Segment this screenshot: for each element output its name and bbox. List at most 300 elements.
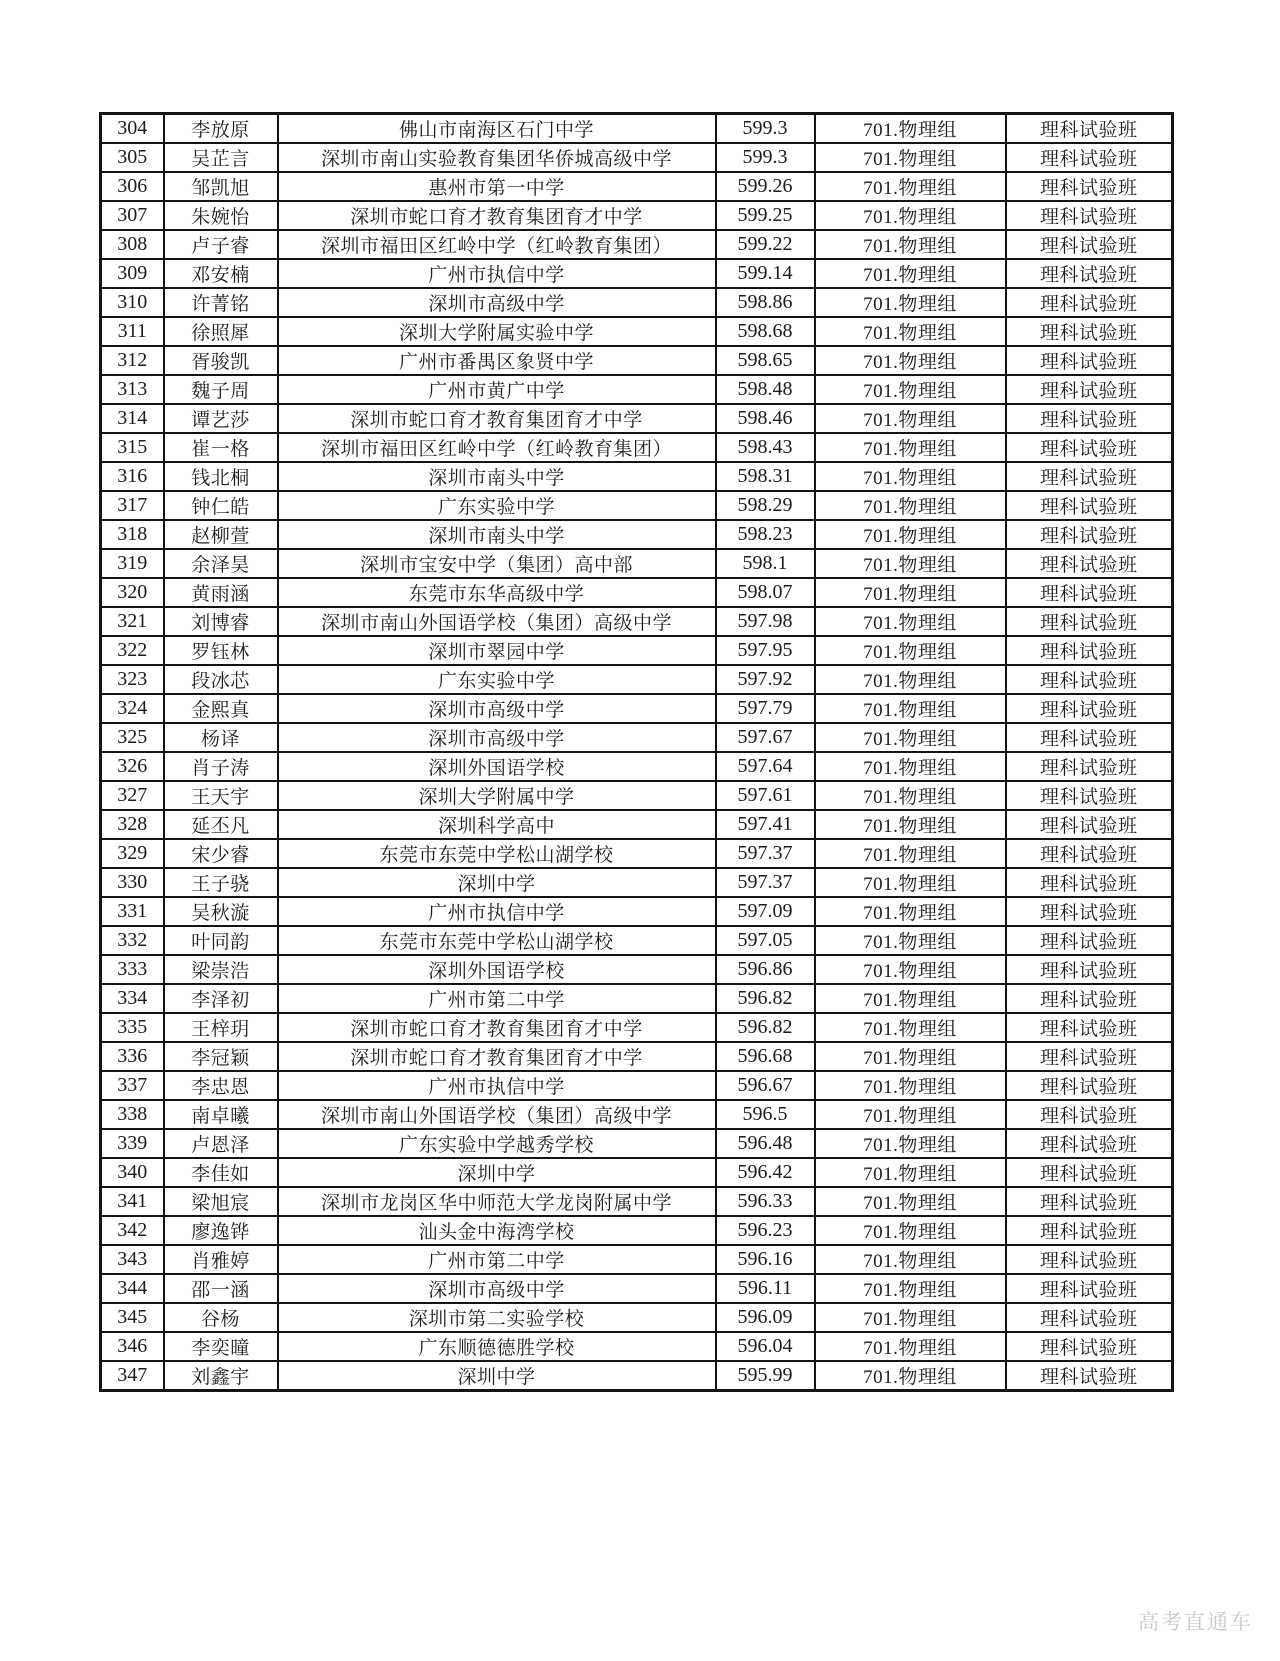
class-type-cell: 理科试验班 bbox=[1006, 230, 1173, 259]
score-cell: 597.41 bbox=[716, 810, 815, 839]
student-name-cell: 黄雨涵 bbox=[164, 578, 278, 607]
subject-group-cell: 701.物理组 bbox=[815, 752, 1006, 781]
student-name-cell: 李佳如 bbox=[164, 1158, 278, 1187]
table-row bbox=[101, 462, 1173, 491]
class-type-cell: 理科试验班 bbox=[1006, 926, 1173, 955]
school-cell: 广州市第二中学 bbox=[278, 984, 716, 1013]
score-cell: 599.25 bbox=[716, 201, 815, 230]
score-cell: 596.82 bbox=[716, 1013, 815, 1042]
subject-group-cell: 701.物理组 bbox=[815, 114, 1006, 144]
subject-group-cell: 701.物理组 bbox=[815, 317, 1006, 346]
student-name-cell: 金熙真 bbox=[164, 694, 278, 723]
table-row bbox=[101, 317, 1173, 346]
student-name-cell: 卢恩泽 bbox=[164, 1129, 278, 1158]
rank-cell: 339 bbox=[101, 1129, 164, 1158]
student-name-cell: 李奕曈 bbox=[164, 1332, 278, 1361]
school-cell: 深圳中学 bbox=[278, 868, 716, 897]
subject-group-cell: 701.物理组 bbox=[815, 1013, 1006, 1042]
class-type-cell: 理科试验班 bbox=[1006, 404, 1173, 433]
rank-cell: 329 bbox=[101, 839, 164, 868]
school-cell: 广东顺德德胜学校 bbox=[278, 1332, 716, 1361]
rank-cell: 318 bbox=[101, 520, 164, 549]
score-cell: 599.22 bbox=[716, 230, 815, 259]
class-type-cell: 理科试验班 bbox=[1006, 1158, 1173, 1187]
school-cell: 深圳中学 bbox=[278, 1361, 716, 1391]
table-row bbox=[101, 752, 1173, 781]
table-row bbox=[101, 607, 1173, 636]
subject-group-cell: 701.物理组 bbox=[815, 201, 1006, 230]
score-cell: 598.1 bbox=[716, 549, 815, 578]
subject-group-cell: 701.物理组 bbox=[815, 723, 1006, 752]
class-type-cell: 理科试验班 bbox=[1006, 607, 1173, 636]
table-row bbox=[101, 1332, 1173, 1361]
subject-group-cell: 701.物理组 bbox=[815, 1187, 1006, 1216]
student-name-cell: 延丕凡 bbox=[164, 810, 278, 839]
table-row bbox=[101, 1245, 1173, 1274]
student-name-cell: 李放原 bbox=[164, 114, 278, 144]
rank-cell: 335 bbox=[101, 1013, 164, 1042]
class-type-cell: 理科试验班 bbox=[1006, 433, 1173, 462]
rank-cell: 332 bbox=[101, 926, 164, 955]
watermark-text: 高考直通车 bbox=[1138, 1610, 1253, 1634]
subject-group-cell: 701.物理组 bbox=[815, 810, 1006, 839]
school-cell: 深圳市南头中学 bbox=[278, 462, 716, 491]
subject-group-cell: 701.物理组 bbox=[815, 230, 1006, 259]
class-type-cell: 理科试验班 bbox=[1006, 1245, 1173, 1274]
score-cell: 596.48 bbox=[716, 1129, 815, 1158]
subject-group-cell: 701.物理组 bbox=[815, 404, 1006, 433]
table-row bbox=[101, 723, 1173, 752]
subject-group-cell: 701.物理组 bbox=[815, 839, 1006, 868]
table-row bbox=[101, 1303, 1173, 1332]
class-type-cell: 理科试验班 bbox=[1006, 1129, 1173, 1158]
school-cell: 深圳市南山外国语学校（集团）高级中学 bbox=[278, 607, 716, 636]
subject-group-cell: 701.物理组 bbox=[815, 259, 1006, 288]
student-name-cell: 肖子涛 bbox=[164, 752, 278, 781]
class-type-cell: 理科试验班 bbox=[1006, 462, 1173, 491]
student-name-cell: 谭艺莎 bbox=[164, 404, 278, 433]
table-row bbox=[101, 1042, 1173, 1071]
class-type-cell: 理科试验班 bbox=[1006, 1361, 1173, 1391]
table-row bbox=[101, 375, 1173, 404]
score-cell: 598.23 bbox=[716, 520, 815, 549]
table-row bbox=[101, 839, 1173, 868]
subject-group-cell: 701.物理组 bbox=[815, 520, 1006, 549]
class-type-cell: 理科试验班 bbox=[1006, 955, 1173, 984]
student-name-cell: 段冰芯 bbox=[164, 665, 278, 694]
school-cell: 东莞市东莞中学松山湖学校 bbox=[278, 839, 716, 868]
subject-group-cell: 701.物理组 bbox=[815, 346, 1006, 375]
student-name-cell: 刘博睿 bbox=[164, 607, 278, 636]
table-row bbox=[101, 433, 1173, 462]
rank-cell: 330 bbox=[101, 868, 164, 897]
subject-group-cell: 701.物理组 bbox=[815, 1071, 1006, 1100]
school-cell: 深圳市高级中学 bbox=[278, 1274, 716, 1303]
subject-group-cell: 701.物理组 bbox=[815, 1100, 1006, 1129]
score-cell: 597.79 bbox=[716, 694, 815, 723]
subject-group-cell: 701.物理组 bbox=[815, 868, 1006, 897]
student-score-table bbox=[99, 112, 1174, 1392]
table-row bbox=[101, 1129, 1173, 1158]
class-type-cell: 理科试验班 bbox=[1006, 1332, 1173, 1361]
student-name-cell: 邹凯旭 bbox=[164, 172, 278, 201]
table-row bbox=[101, 1013, 1173, 1042]
score-cell: 598.29 bbox=[716, 491, 815, 520]
rank-cell: 344 bbox=[101, 1274, 164, 1303]
subject-group-cell: 701.物理组 bbox=[815, 1042, 1006, 1071]
rank-cell: 314 bbox=[101, 404, 164, 433]
school-cell: 深圳市南头中学 bbox=[278, 520, 716, 549]
table-row bbox=[101, 346, 1173, 375]
student-name-cell: 余泽昊 bbox=[164, 549, 278, 578]
class-type-cell: 理科试验班 bbox=[1006, 578, 1173, 607]
student-name-cell: 王子骁 bbox=[164, 868, 278, 897]
student-name-cell: 梁崇浩 bbox=[164, 955, 278, 984]
rank-cell: 331 bbox=[101, 897, 164, 926]
rank-cell: 346 bbox=[101, 1332, 164, 1361]
table-row bbox=[101, 549, 1173, 578]
table-row bbox=[101, 288, 1173, 317]
rank-cell: 340 bbox=[101, 1158, 164, 1187]
student-name-cell: 邵一涵 bbox=[164, 1274, 278, 1303]
school-cell: 广东实验中学 bbox=[278, 665, 716, 694]
rank-cell: 304 bbox=[101, 114, 164, 144]
rank-cell: 322 bbox=[101, 636, 164, 665]
school-cell: 佛山市南海区石门中学 bbox=[278, 114, 716, 144]
table-row bbox=[101, 201, 1173, 230]
student-name-cell: 卢子睿 bbox=[164, 230, 278, 259]
school-cell: 深圳市蛇口育才教育集团育才中学 bbox=[278, 1013, 716, 1042]
score-cell: 596.67 bbox=[716, 1071, 815, 1100]
student-name-cell: 吴芷言 bbox=[164, 143, 278, 172]
school-cell: 深圳市第二实验学校 bbox=[278, 1303, 716, 1332]
table-row bbox=[101, 114, 1173, 144]
score-cell: 597.09 bbox=[716, 897, 815, 926]
subject-group-cell: 701.物理组 bbox=[815, 607, 1006, 636]
class-type-cell: 理科试验班 bbox=[1006, 259, 1173, 288]
rank-cell: 347 bbox=[101, 1361, 164, 1391]
score-cell: 597.95 bbox=[716, 636, 815, 665]
student-name-cell: 朱婉怡 bbox=[164, 201, 278, 230]
score-cell: 596.09 bbox=[716, 1303, 815, 1332]
score-cell: 599.14 bbox=[716, 259, 815, 288]
score-cell: 597.37 bbox=[716, 839, 815, 868]
student-name-cell: 廖逸铧 bbox=[164, 1216, 278, 1245]
student-name-cell: 王梓玥 bbox=[164, 1013, 278, 1042]
score-cell: 596.68 bbox=[716, 1042, 815, 1071]
rank-cell: 319 bbox=[101, 549, 164, 578]
rank-cell: 312 bbox=[101, 346, 164, 375]
subject-group-cell: 701.物理组 bbox=[815, 984, 1006, 1013]
subject-group-cell: 701.物理组 bbox=[815, 578, 1006, 607]
rank-cell: 320 bbox=[101, 578, 164, 607]
table-row bbox=[101, 636, 1173, 665]
school-cell: 东莞市东莞中学松山湖学校 bbox=[278, 926, 716, 955]
table-row bbox=[101, 1100, 1173, 1129]
school-cell: 深圳科学高中 bbox=[278, 810, 716, 839]
rank-cell: 316 bbox=[101, 462, 164, 491]
rank-cell: 338 bbox=[101, 1100, 164, 1129]
school-cell: 广州市执信中学 bbox=[278, 897, 716, 926]
student-name-cell: 赵柳萱 bbox=[164, 520, 278, 549]
table-row bbox=[101, 1216, 1173, 1245]
table-row bbox=[101, 868, 1173, 897]
rank-cell: 307 bbox=[101, 201, 164, 230]
student-name-cell: 魏子周 bbox=[164, 375, 278, 404]
table-row bbox=[101, 230, 1173, 259]
table-row bbox=[101, 1274, 1173, 1303]
class-type-cell: 理科试验班 bbox=[1006, 694, 1173, 723]
rank-cell: 315 bbox=[101, 433, 164, 462]
student-name-cell: 宋少睿 bbox=[164, 839, 278, 868]
score-cell: 596.33 bbox=[716, 1187, 815, 1216]
subject-group-cell: 701.物理组 bbox=[815, 694, 1006, 723]
school-cell: 惠州市第一中学 bbox=[278, 172, 716, 201]
school-cell: 广州市执信中学 bbox=[278, 259, 716, 288]
class-type-cell: 理科试验班 bbox=[1006, 1274, 1173, 1303]
rank-cell: 323 bbox=[101, 665, 164, 694]
school-cell: 深圳市高级中学 bbox=[278, 723, 716, 752]
class-type-cell: 理科试验班 bbox=[1006, 491, 1173, 520]
student-name-cell: 刘鑫宇 bbox=[164, 1361, 278, 1391]
class-type-cell: 理科试验班 bbox=[1006, 143, 1173, 172]
student-name-cell: 徐照犀 bbox=[164, 317, 278, 346]
table-row bbox=[101, 694, 1173, 723]
score-cell: 598.46 bbox=[716, 404, 815, 433]
rank-cell: 321 bbox=[101, 607, 164, 636]
subject-group-cell: 701.物理组 bbox=[815, 491, 1006, 520]
subject-group-cell: 701.物理组 bbox=[815, 375, 1006, 404]
rank-cell: 309 bbox=[101, 259, 164, 288]
school-cell: 深圳市蛇口育才教育集团育才中学 bbox=[278, 201, 716, 230]
rank-cell: 336 bbox=[101, 1042, 164, 1071]
class-type-cell: 理科试验班 bbox=[1006, 636, 1173, 665]
table-row bbox=[101, 955, 1173, 984]
subject-group-cell: 701.物理组 bbox=[815, 1129, 1006, 1158]
table-row bbox=[101, 926, 1173, 955]
score-cell: 597.61 bbox=[716, 781, 815, 810]
subject-group-cell: 701.物理组 bbox=[815, 1245, 1006, 1274]
subject-group-cell: 701.物理组 bbox=[815, 1332, 1006, 1361]
subject-group-cell: 701.物理组 bbox=[815, 143, 1006, 172]
class-type-cell: 理科试验班 bbox=[1006, 839, 1173, 868]
score-cell: 598.31 bbox=[716, 462, 815, 491]
rank-cell: 313 bbox=[101, 375, 164, 404]
table-row bbox=[101, 491, 1173, 520]
student-name-cell: 李冠颖 bbox=[164, 1042, 278, 1071]
class-type-cell: 理科试验班 bbox=[1006, 1303, 1173, 1332]
student-name-cell: 许菁铭 bbox=[164, 288, 278, 317]
student-name-cell: 李忠恩 bbox=[164, 1071, 278, 1100]
class-type-cell: 理科试验班 bbox=[1006, 984, 1173, 1013]
rank-cell: 305 bbox=[101, 143, 164, 172]
school-cell: 深圳市高级中学 bbox=[278, 694, 716, 723]
score-cell: 598.07 bbox=[716, 578, 815, 607]
student-name-cell: 吴秋漩 bbox=[164, 897, 278, 926]
subject-group-cell: 701.物理组 bbox=[815, 172, 1006, 201]
subject-group-cell: 701.物理组 bbox=[815, 926, 1006, 955]
table-row bbox=[101, 143, 1173, 172]
school-cell: 深圳市南山外国语学校（集团）高级中学 bbox=[278, 1100, 716, 1129]
table-row bbox=[101, 172, 1173, 201]
school-cell: 深圳市蛇口育才教育集团育才中学 bbox=[278, 404, 716, 433]
subject-group-cell: 701.物理组 bbox=[815, 462, 1006, 491]
table-body bbox=[101, 114, 1173, 1391]
school-cell: 深圳大学附属实验中学 bbox=[278, 317, 716, 346]
school-cell: 深圳外国语学校 bbox=[278, 752, 716, 781]
class-type-cell: 理科试验班 bbox=[1006, 317, 1173, 346]
student-name-cell: 钟仁皓 bbox=[164, 491, 278, 520]
score-cell: 596.42 bbox=[716, 1158, 815, 1187]
rank-cell: 317 bbox=[101, 491, 164, 520]
school-cell: 深圳市南山实验教育集团华侨城高级中学 bbox=[278, 143, 716, 172]
class-type-cell: 理科试验班 bbox=[1006, 1216, 1173, 1245]
score-cell: 596.23 bbox=[716, 1216, 815, 1245]
score-cell: 597.05 bbox=[716, 926, 815, 955]
subject-group-cell: 701.物理组 bbox=[815, 1158, 1006, 1187]
subject-group-cell: 701.物理组 bbox=[815, 955, 1006, 984]
score-cell: 598.86 bbox=[716, 288, 815, 317]
student-name-cell: 钱北桐 bbox=[164, 462, 278, 491]
score-cell: 596.04 bbox=[716, 1332, 815, 1361]
class-type-cell: 理科试验班 bbox=[1006, 665, 1173, 694]
student-name-cell: 崔一格 bbox=[164, 433, 278, 462]
subject-group-cell: 701.物理组 bbox=[815, 549, 1006, 578]
score-cell: 598.65 bbox=[716, 346, 815, 375]
rank-cell: 342 bbox=[101, 1216, 164, 1245]
class-type-cell: 理科试验班 bbox=[1006, 1187, 1173, 1216]
subject-group-cell: 701.物理组 bbox=[815, 897, 1006, 926]
student-name-cell: 杨译 bbox=[164, 723, 278, 752]
student-name-cell: 罗钰林 bbox=[164, 636, 278, 665]
rank-cell: 310 bbox=[101, 288, 164, 317]
school-cell: 广州市第二中学 bbox=[278, 1245, 716, 1274]
class-type-cell: 理科试验班 bbox=[1006, 810, 1173, 839]
rank-cell: 333 bbox=[101, 955, 164, 984]
class-type-cell: 理科试验班 bbox=[1006, 549, 1173, 578]
score-cell: 596.11 bbox=[716, 1274, 815, 1303]
table-row bbox=[101, 810, 1173, 839]
school-cell: 深圳市高级中学 bbox=[278, 288, 716, 317]
subject-group-cell: 701.物理组 bbox=[815, 636, 1006, 665]
rank-cell: 326 bbox=[101, 752, 164, 781]
school-cell: 东莞市东华高级中学 bbox=[278, 578, 716, 607]
rank-cell: 306 bbox=[101, 172, 164, 201]
class-type-cell: 理科试验班 bbox=[1006, 1100, 1173, 1129]
student-name-cell: 胥骏凯 bbox=[164, 346, 278, 375]
class-type-cell: 理科试验班 bbox=[1006, 1042, 1173, 1071]
table-row bbox=[101, 665, 1173, 694]
rank-cell: 328 bbox=[101, 810, 164, 839]
school-cell: 深圳市福田区红岭中学（红岭教育集团） bbox=[278, 230, 716, 259]
subject-group-cell: 701.物理组 bbox=[815, 781, 1006, 810]
school-cell: 广州市黄广中学 bbox=[278, 375, 716, 404]
school-cell: 广州市执信中学 bbox=[278, 1071, 716, 1100]
score-cell: 597.98 bbox=[716, 607, 815, 636]
school-cell: 广州市番禺区象贤中学 bbox=[278, 346, 716, 375]
school-cell: 深圳市宝安中学（集团）高中部 bbox=[278, 549, 716, 578]
student-name-cell: 王天宇 bbox=[164, 781, 278, 810]
table-row bbox=[101, 520, 1173, 549]
class-type-cell: 理科试验班 bbox=[1006, 520, 1173, 549]
rank-cell: 345 bbox=[101, 1303, 164, 1332]
score-cell: 597.92 bbox=[716, 665, 815, 694]
table-row bbox=[101, 1158, 1173, 1187]
class-type-cell: 理科试验班 bbox=[1006, 781, 1173, 810]
score-cell: 597.64 bbox=[716, 752, 815, 781]
student-name-cell: 南卓曦 bbox=[164, 1100, 278, 1129]
subject-group-cell: 701.物理组 bbox=[815, 1361, 1006, 1391]
school-cell: 深圳外国语学校 bbox=[278, 955, 716, 984]
rank-cell: 334 bbox=[101, 984, 164, 1013]
score-cell: 599.3 bbox=[716, 114, 815, 144]
class-type-cell: 理科试验班 bbox=[1006, 868, 1173, 897]
school-cell: 广东实验中学越秀学校 bbox=[278, 1129, 716, 1158]
table-row bbox=[101, 897, 1173, 926]
subject-group-cell: 701.物理组 bbox=[815, 665, 1006, 694]
school-cell: 深圳中学 bbox=[278, 1158, 716, 1187]
rank-cell: 325 bbox=[101, 723, 164, 752]
rank-cell: 327 bbox=[101, 781, 164, 810]
school-cell: 广东实验中学 bbox=[278, 491, 716, 520]
subject-group-cell: 701.物理组 bbox=[815, 1303, 1006, 1332]
class-type-cell: 理科试验班 bbox=[1006, 723, 1173, 752]
class-type-cell: 理科试验班 bbox=[1006, 375, 1173, 404]
student-name-cell: 邓安楠 bbox=[164, 259, 278, 288]
score-cell: 596.82 bbox=[716, 984, 815, 1013]
table-row bbox=[101, 1187, 1173, 1216]
school-cell: 深圳大学附属中学 bbox=[278, 781, 716, 810]
table-row bbox=[101, 1361, 1173, 1391]
score-cell: 598.48 bbox=[716, 375, 815, 404]
class-type-cell: 理科试验班 bbox=[1006, 1071, 1173, 1100]
student-name-cell: 谷杨 bbox=[164, 1303, 278, 1332]
rank-cell: 343 bbox=[101, 1245, 164, 1274]
table-row bbox=[101, 781, 1173, 810]
school-cell: 深圳市福田区红岭中学（红岭教育集团） bbox=[278, 433, 716, 462]
rank-cell: 337 bbox=[101, 1071, 164, 1100]
student-name-cell: 梁旭宸 bbox=[164, 1187, 278, 1216]
class-type-cell: 理科试验班 bbox=[1006, 114, 1173, 144]
student-name-cell: 李泽初 bbox=[164, 984, 278, 1013]
table-row bbox=[101, 1071, 1173, 1100]
score-cell: 599.26 bbox=[716, 172, 815, 201]
student-name-cell: 肖雅婷 bbox=[164, 1245, 278, 1274]
score-cell: 596.16 bbox=[716, 1245, 815, 1274]
score-cell: 597.67 bbox=[716, 723, 815, 752]
school-cell: 深圳市蛇口育才教育集团育才中学 bbox=[278, 1042, 716, 1071]
score-cell: 597.37 bbox=[716, 868, 815, 897]
class-type-cell: 理科试验班 bbox=[1006, 172, 1173, 201]
subject-group-cell: 701.物理组 bbox=[815, 1216, 1006, 1245]
rank-cell: 324 bbox=[101, 694, 164, 723]
table-row bbox=[101, 578, 1173, 607]
class-type-cell: 理科试验班 bbox=[1006, 288, 1173, 317]
subject-group-cell: 701.物理组 bbox=[815, 1274, 1006, 1303]
rank-cell: 311 bbox=[101, 317, 164, 346]
table-row bbox=[101, 259, 1173, 288]
rank-cell: 341 bbox=[101, 1187, 164, 1216]
class-type-cell: 理科试验班 bbox=[1006, 752, 1173, 781]
student-name-cell: 叶同韵 bbox=[164, 926, 278, 955]
score-cell: 596.86 bbox=[716, 955, 815, 984]
score-cell: 599.3 bbox=[716, 143, 815, 172]
subject-group-cell: 701.物理组 bbox=[815, 288, 1006, 317]
score-cell: 598.68 bbox=[716, 317, 815, 346]
class-type-cell: 理科试验班 bbox=[1006, 201, 1173, 230]
score-cell: 598.43 bbox=[716, 433, 815, 462]
table-row bbox=[101, 984, 1173, 1013]
